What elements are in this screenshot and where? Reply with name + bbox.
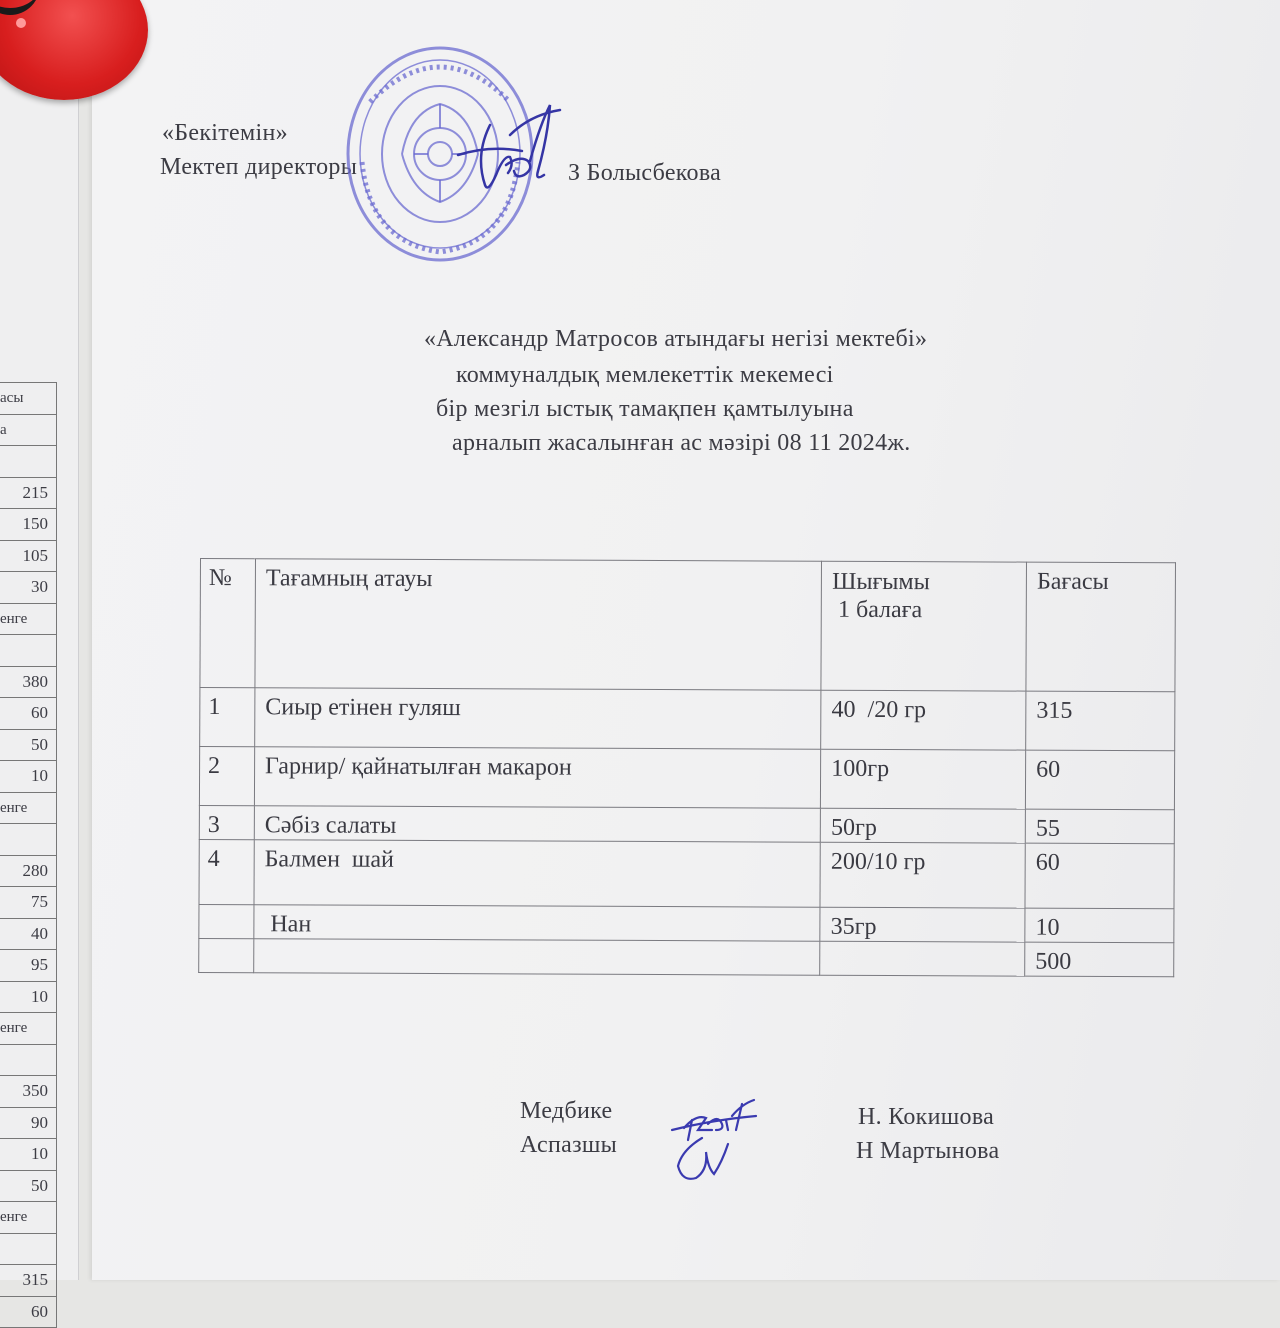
dish-price: 315: [1026, 691, 1175, 751]
background-cell: енге: [0, 1013, 56, 1045]
dish-name: Гарнир/ қайнатылған макарон: [254, 747, 821, 808]
director-name: З Болысбекова: [568, 160, 721, 187]
background-cell: 10: [0, 761, 56, 793]
background-cell: енге: [0, 793, 56, 825]
dish-price: 60: [1025, 843, 1174, 909]
background-cell: 150: [0, 509, 56, 541]
background-cell: 215: [0, 478, 56, 510]
header-portion-line1: Шығымы: [832, 569, 930, 595]
background-cell: енге: [0, 1202, 56, 1234]
institution-type: коммуналдық мемлекеттік мекемесі: [456, 362, 834, 389]
background-cell: 315: [0, 1265, 56, 1297]
dish-portion: 200/10 гр: [820, 842, 1025, 908]
dish-portion: [820, 941, 1025, 976]
cook-role: Аспазшы: [520, 1132, 617, 1159]
background-cell: 40: [0, 919, 56, 951]
nurse-role: Медбике: [520, 1098, 612, 1125]
school-name: «Александр Матросов атындағы негізі мектебі»: [424, 326, 927, 353]
row-number: 2: [199, 747, 254, 806]
dish-price: 55: [1025, 809, 1174, 844]
row-number: [199, 904, 254, 938]
background-cell: 105: [0, 541, 56, 573]
header-number: №: [200, 559, 256, 688]
menu-date-title: арналып жасалынған ас мәзірі 08 11 2024ж.: [452, 430, 911, 457]
table-total-row: [199, 938, 1174, 976]
header-price: Бағасы: [1026, 562, 1175, 692]
row-number: 4: [199, 839, 254, 904]
background-cell: [0, 635, 56, 667]
dish-name: Нан: [254, 905, 820, 941]
magnet-highlight: [16, 18, 26, 28]
row-number: 1: [200, 688, 255, 747]
magnet-mark: [0, 0, 40, 15]
header-portion: [821, 561, 1026, 691]
background-sheet: [0, 0, 79, 1280]
background-cell: енге: [0, 604, 56, 636]
background-cell: 10: [0, 1139, 56, 1171]
background-table: [0, 382, 57, 1328]
director-signature: [440, 95, 570, 205]
background-cell: [0, 446, 56, 478]
total-price: 500: [1025, 942, 1174, 977]
dish-portion: 50гр: [821, 808, 1026, 843]
table-row: [200, 688, 1175, 751]
staff-signature: [662, 1090, 772, 1190]
table-row: [199, 904, 1174, 942]
background-cell: 60: [0, 1297, 56, 1328]
background-cell: [0, 824, 56, 856]
background-cell: 350: [0, 1076, 56, 1108]
approve-label: «Бекітемін»: [162, 120, 288, 147]
background-cell: 30: [0, 572, 56, 604]
background-cell: 75: [0, 887, 56, 919]
menu-table: [198, 558, 1176, 977]
dish-portion: 100гр: [821, 749, 1026, 809]
background-cell: 95: [0, 950, 56, 982]
table-row: [199, 839, 1174, 908]
header-dish-name: Тағамның атауы: [255, 559, 822, 690]
dish-name: Балмен шай: [254, 840, 821, 907]
background-cell: 90: [0, 1108, 56, 1140]
cook-name: Н Мартынова: [856, 1138, 999, 1165]
row-number: [199, 938, 254, 972]
table-row: [199, 747, 1174, 810]
director-position: Мектеп директоры: [160, 154, 357, 181]
table-row: [199, 805, 1174, 843]
dish-price: 60: [1025, 750, 1174, 810]
background-cell: а: [0, 415, 56, 447]
background-cell: 50: [0, 730, 56, 762]
background-cell: 10: [0, 982, 56, 1014]
background-cell: [0, 1234, 56, 1266]
nurse-name: Н. Кокишова: [858, 1104, 994, 1131]
dish-name: Сиыр етінен гуляш: [255, 688, 822, 749]
dish-portion: 40 /20 гр: [821, 690, 1026, 750]
background-cell: 380: [0, 667, 56, 699]
dish-price: 10: [1025, 908, 1174, 943]
table-header-row: [200, 559, 1176, 692]
dish-name: Сәбіз салаты: [254, 806, 820, 842]
background-cell: асы: [0, 383, 56, 415]
header-portion-line2: 1 балаға: [832, 597, 922, 623]
background-cell: 50: [0, 1171, 56, 1203]
background-cell: 280: [0, 856, 56, 888]
row-number: 3: [199, 805, 254, 839]
dish-name: [254, 939, 820, 975]
meal-provision: бір мезгіл ыстық тамақпен қамтылуына: [436, 396, 854, 423]
dish-portion: 35гр: [820, 907, 1025, 942]
background-cell: [0, 1045, 56, 1077]
background-cell: 60: [0, 698, 56, 730]
